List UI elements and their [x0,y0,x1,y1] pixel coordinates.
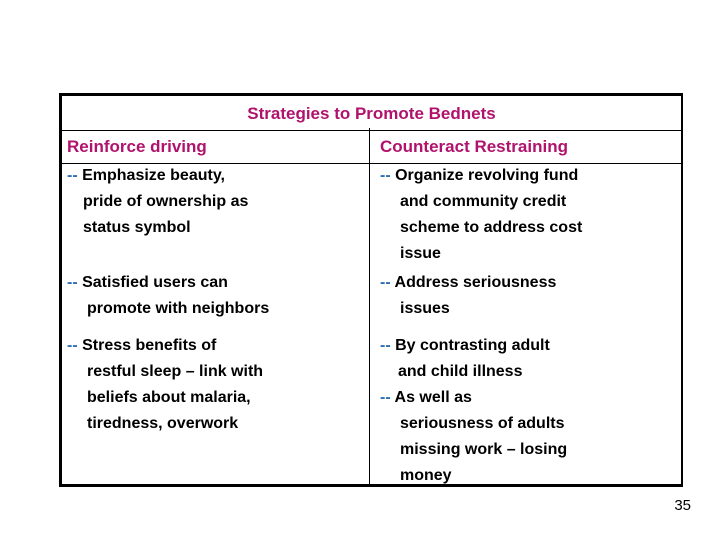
dash-marker: -- [67,167,78,184]
dash-marker: -- [380,337,391,354]
cell-line: -- Address seriousness [380,274,557,291]
cell-line: issues [400,300,450,317]
row3-left-cell [67,333,362,437]
dash-marker: -- [380,274,391,291]
cell-line: and child illness [398,363,523,380]
cell-line: -- As well as [380,389,472,406]
cell-line: -- Emphasize beauty, [67,167,225,184]
strategy-table [59,93,683,487]
row2-right-cell [380,270,675,322]
row3-right-cell [380,333,675,489]
row1-right-cell [380,163,675,267]
table-title: Strategies to Promote Bednets [247,104,496,123]
cell-line: and community credit [400,193,567,210]
cell-line: pride of ownership as [83,193,249,210]
cell-line: seriousness of adults [400,415,565,432]
dash-marker: -- [67,337,78,354]
cell-line: restful sleep – link with [87,363,264,380]
cell-line: issue [400,245,441,262]
cell-line: missing work – losing [400,441,568,458]
row1-left-cell [67,163,362,241]
cell-line: status symbol [83,219,191,236]
cell-line: tiredness, overwork [87,415,239,432]
header-counteract: Counteract Restraining [380,137,568,156]
column-divider [369,128,370,484]
cell-line: beliefs about malaria, [87,389,251,406]
dash-marker: -- [380,389,391,406]
page-number: 35 [674,497,691,514]
cell-line: scheme to address cost [400,219,583,236]
cell-line: -- Satisfied users can [67,274,228,291]
row2-left-cell [67,270,362,322]
cell-line: -- By contrasting adult [380,337,550,354]
dash-marker: -- [380,167,391,184]
cell-line: money [400,467,452,484]
header-reinforce: Reinforce driving [67,137,207,156]
header-row [62,130,681,164]
cell-line: promote with neighbors [87,300,270,317]
cell-line: -- Stress benefits of [67,337,217,354]
cell-line: -- Organize revolving fund [380,167,579,184]
dash-marker: -- [67,274,78,291]
